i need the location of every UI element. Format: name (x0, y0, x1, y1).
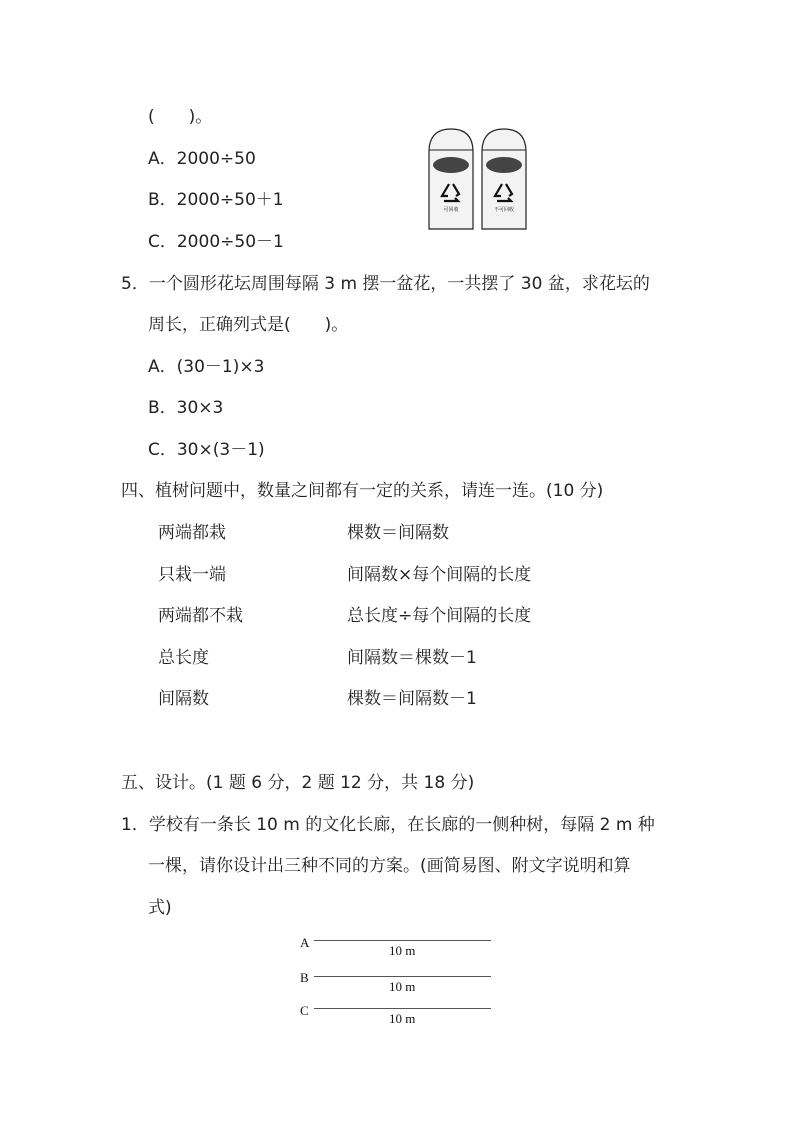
q5-stem-line2: 周长，正确列式是( )。 (148, 315, 349, 335)
q5-option-c: C．30×(3－1) (148, 440, 265, 460)
corridor-length-a: 10 m (389, 943, 416, 958)
s5-q1-line2: 一棵，请你设计出三种不同的方案。(画简易图、附文字说明和算 (148, 856, 631, 876)
q4-option-b: B．2000÷50＋1 (148, 190, 284, 210)
q5-option-a: A．(30－1)×3 (148, 357, 265, 377)
corridor-length-b: 10 m (389, 979, 416, 994)
corridor-label-a: A (300, 935, 310, 950)
match-left-item: 总长度 (158, 648, 209, 668)
q5-stem-line1: 5．一个圆形花坛周围每隔 3 m 摆一盆花，一共摆了 30 盆，求花坛的 (121, 274, 650, 294)
match-right-item: 间隔数×每个间隔的长度 (347, 565, 532, 585)
s5-q1-line1: 1．学校有一条长 10 m 的文化长廊，在长廊的一侧种树，每隔 2 m 种 (121, 815, 655, 835)
section4-title: 四、植树问题中，数量之间都有一定的关系，请连一连。(10 分) (121, 481, 604, 501)
bin-label-non-recyclable: 不可回收 (493, 207, 515, 213)
q4-option-c: C．2000÷50－1 (148, 232, 284, 252)
non-recyclable-bin-icon (482, 129, 526, 229)
bin-label-recyclable: 可回收 (443, 207, 459, 213)
match-right-item: 棵数＝间隔数－1 (347, 689, 477, 709)
recycle-bins-illustration (428, 128, 528, 230)
section5-title: 五、设计。(1 题 6 分，2 题 12 分，共 18 分) (121, 773, 475, 793)
q5-option-b: B．30×3 (148, 398, 224, 418)
s5-q1-line3: 式) (148, 898, 172, 918)
q4-option-a: A．2000÷50 (148, 149, 256, 169)
match-left-item: 两端都不栽 (158, 606, 243, 626)
match-left-item: 间隔数 (158, 689, 209, 709)
match-left-item: 只栽一端 (158, 565, 226, 585)
match-right-item: 总长度÷每个间隔的长度 (347, 606, 532, 626)
match-left-item: 两端都栽 (158, 523, 226, 543)
match-right-item: 间隔数＝棵数－1 (347, 648, 477, 668)
recyclable-bin-icon (429, 129, 473, 229)
corridor-length-c: 10 m (389, 1011, 416, 1026)
q4-stem-tail: ( )。 (148, 107, 213, 127)
corridor-label-c: C (300, 1003, 309, 1018)
match-right-item: 棵数＝间隔数 (347, 523, 449, 543)
corridor-label-b: B (300, 970, 309, 985)
